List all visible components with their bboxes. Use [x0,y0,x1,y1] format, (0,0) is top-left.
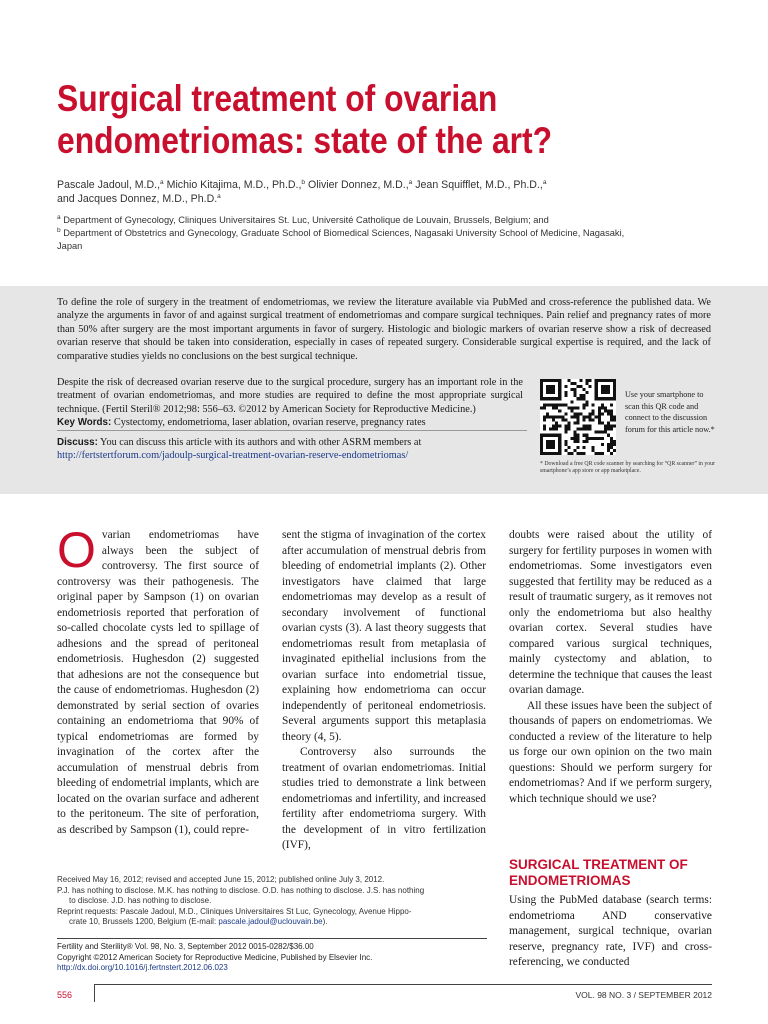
page-number: 556 [57,990,73,1000]
qr-footnote: * Download a free QR code scanner by searching for “QR scanner” in your smartphone’s app store or app marketplace. [540,461,715,474]
author-2: Michio Kitajima, M.D., Ph.D., [163,179,302,191]
body-paragraph: varian endometriomas have always been the subject of controversy. The first source of controversy was their pathogenesis. The original paper by Sampson (1) on ovarian endometriosis reported that perforation of so-called chocolate cysts led to spillage of adhesions and the spread of peritoneal endometriosis. Hughesdon (2) suggested that adhesions are not the consequence but the cause of endometriomas. Hughesdon (2) demonstrated by serial section of ovaries containing an endometrioma that 90% of typical endometriomas are formed by invagination of the cortex after the accumulation of menstrual debris from bleeding of endometrial implants, which are located on the ovarian surface and adherent to the peritoneum. The site of perforation, as described by Sampson (1), could repre- [57,529,259,836]
doi-link[interactable]: http://dx.doi.org/10.1016/j.fertnstert.2012.06.023 [57,963,228,972]
article-history: Received May 16, 2012; revised and accepted June 15, 2012; published online July 3, 2012. P.J. has nothing to disclose. M.K. has nothing to disclose. O.D. has nothing to disclose. J.S. has nothing to disclose. J.D. has nothing to disclose. Reprint requests: Pascale Jadoul, M.D., Cliniques Universitaires St Luc, Gynecology, Avenue Hippo- crate 10, Brussels 1200, Belgium (E-mail: pascale.jadoul@uclouvain.be). [57,875,487,928]
reprint-requests: Reprint requests: Pascale Jadoul, M.D., Cliniques Universitaires St Luc, Gynecology, Avenue Hippo- [57,906,412,916]
keywords: Key Words: Cystectomy, endometrioma, laser ablation, ovarian reserve, pregnancy rates [57,417,426,428]
author-list: Pascale Jadoul, M.D.,$^a$ Michio Kitajima, M.D., Ph.D.,$^b$ Olivier Donnez, M.D.,$^a$ Jean Squifflet, M.D., Ph.D.,$^a$ and Jacques Donnez, M.D., Ph.D.$^a$ [57,179,547,205]
author-1: Pascale Jadoul, M.D., [57,179,161,191]
body-column-3 [509,528,712,807]
keywords-label: Key Words: [57,417,112,428]
volume-info: VOL. 98 NO. 3 / SEPTEMBER 2012 [575,990,712,1000]
abstract-text: To define the role of surgery in the treatment of endometriomas, we review the literature available via PubMed and cross-reference the published data. We analyze the arguments in favor of and against surgical treatment of endometriomas and compare surgical techniques. Pain relief and pregnancy rates of more than 50% after surgery are the most important arguments in favor of surgery. Histologic and biologic markers of ovarian reserve show a risk of decreased ovarian reserve that should be taken into consideration, especially in cases of repeated surgery. Considerable surgical expertise is required, and the lack of comparative studies yields no conclusions on the best surgical technique. [57,297,711,362]
received-dates: Received May 16, 2012; revised and accepted June 15, 2012; published online July 3, 2012. [57,875,385,884]
body-column-1 [57,522,259,838]
drop-cap: O [57,522,96,578]
article-title: Surgical treatment of ovarian endometriomas: state of the art? [57,78,553,161]
author-4: Jean Squifflet, M.D., Ph.D., [412,179,543,191]
body-paragraph: All these issues have been the subject of thousands of papers on endometriomas. We conducted a review of the literature to help us forge our own opinion on the two main questions: Should we perform surgery for endometriomas? And if we perform surgery, which technique should we use? [509,699,712,805]
affiliation-a: Department of Gynecology, Cliniques Universitaires St. Luc, Université Catholique de Louvain, Brussels, Belgium; and [60,215,549,225]
footer-rule-vertical [94,984,95,1002]
body-column-2 [282,528,486,854]
footer-rule [95,984,712,985]
abstract-text-continued: Despite the risk of decreased ovarian reserve due to the surgical procedure, surgery has an important role in the treatment of ovarian endometriomas, and more studies are required to define the most appropriate surgical technique. (Fertil Steril® 2012;98: 556–63. ©2012 by American Society for Reproductive Medicine.) [57,377,523,415]
affiliation-b: Department of Obstetrics and Gynecology, Graduate School of Biomedical Sciences, Nagasaki University School of Medicine, Nagasaki, Japan [57,228,625,251]
author-3: Olivier Donnez, M.D., [305,179,409,191]
qr-caption: Use your smartphone to scan this QR code and connect to the discussion forum for this article now.* [625,390,715,434]
author-email-link[interactable]: pascale.jadoul@uclouvain.be [218,917,323,926]
body-paragraph: Using the PubMed database (search terms: endometrioma AND conservative management, surgical technique, ovarian reserve, pregnancy rate, IVF) and cross-referencing, we conducted [509,894,712,968]
affiliations: $^a$ Department of Gynecology, Cliniques Universitaires St. Luc, Université Catholique de Louvain, Brussels, Belgium; and $^b$ Department of Obstetrics and Gynecology, Graduate School of Biomedical Sciences, Nagasaki University School of Medicine, Nagasaki, Japan [57,214,625,251]
body-paragraph: sent the stigma of invagination of the cortex after accumulation of menstrual debris from bleeding of endometrial implants (2). Other investigators have claimed that large endometriomas may develop as a result of secondary involvement of functional ovarian cysts (3). A last theory suggests that endometriomas result from metaplasia of invaginated epithelial inclusions from the ovarian surface into endometrial tissue, explaining how endometrioma can occur independently of peritoneal endometriosis. Several arguments support this metaplasia theory (4, 5). [282,529,486,743]
divider [57,938,487,939]
discuss-note: Discuss: You can discuss this article with its authors and with other ASRM members at http://fertstertforum.com/jadoulp-surgical-treatment-ovarian-reserve-endometriomas/ [57,437,422,462]
divider [57,430,527,431]
section-heading: SURGICAL TREATMENT OF ENDOMETRIOMAS [509,857,688,888]
forum-link[interactable]: http://fertstertforum.com/jadoulp-surgical-treatment-ovarian-reserve-endometriomas/ [57,450,409,462]
qr-code-icon[interactable] [540,379,616,455]
journal-info: Fertility and Sterility® Vol. 98, No. 3, September 2012 0015-0282/$36.00 Copyright ©2012 American Society for Reproductive Medicine, Published by Elsevier Inc. http://dx.doi.org/10.1016/j.fertnstert.2012.06.023 [57,942,487,974]
discuss-label: Discuss: [57,437,98,448]
body-paragraph: Controversy also surrounds the treatment of ovarian endometriomas. Initial studies tried to demonstrate a link between endometriomas and infertility, and increased fertility after endometrioma surgery. With the development of in vitro fertilization (IVF), [282,746,486,851]
author-5: and Jacques Donnez, M.D., Ph.D. [57,193,218,205]
body-paragraph: doubts were raised about the utility of surgery for fertility purposes in women with endometriomas. Some investigators even suggested that fertility may be reduced as a result of traumatic surgery, as it removes not only the endometrioma but also healthy ovarian cortex. Several studies have compared various surgical techniques, mainly cystectomy and ablation, to determine the technique that causes the least ovarian damage. [509,529,712,696]
disclosure: P.J. has nothing to disclose. M.K. has nothing to disclose. O.D. has nothing to disclose. J.S. has nothing [57,885,425,895]
